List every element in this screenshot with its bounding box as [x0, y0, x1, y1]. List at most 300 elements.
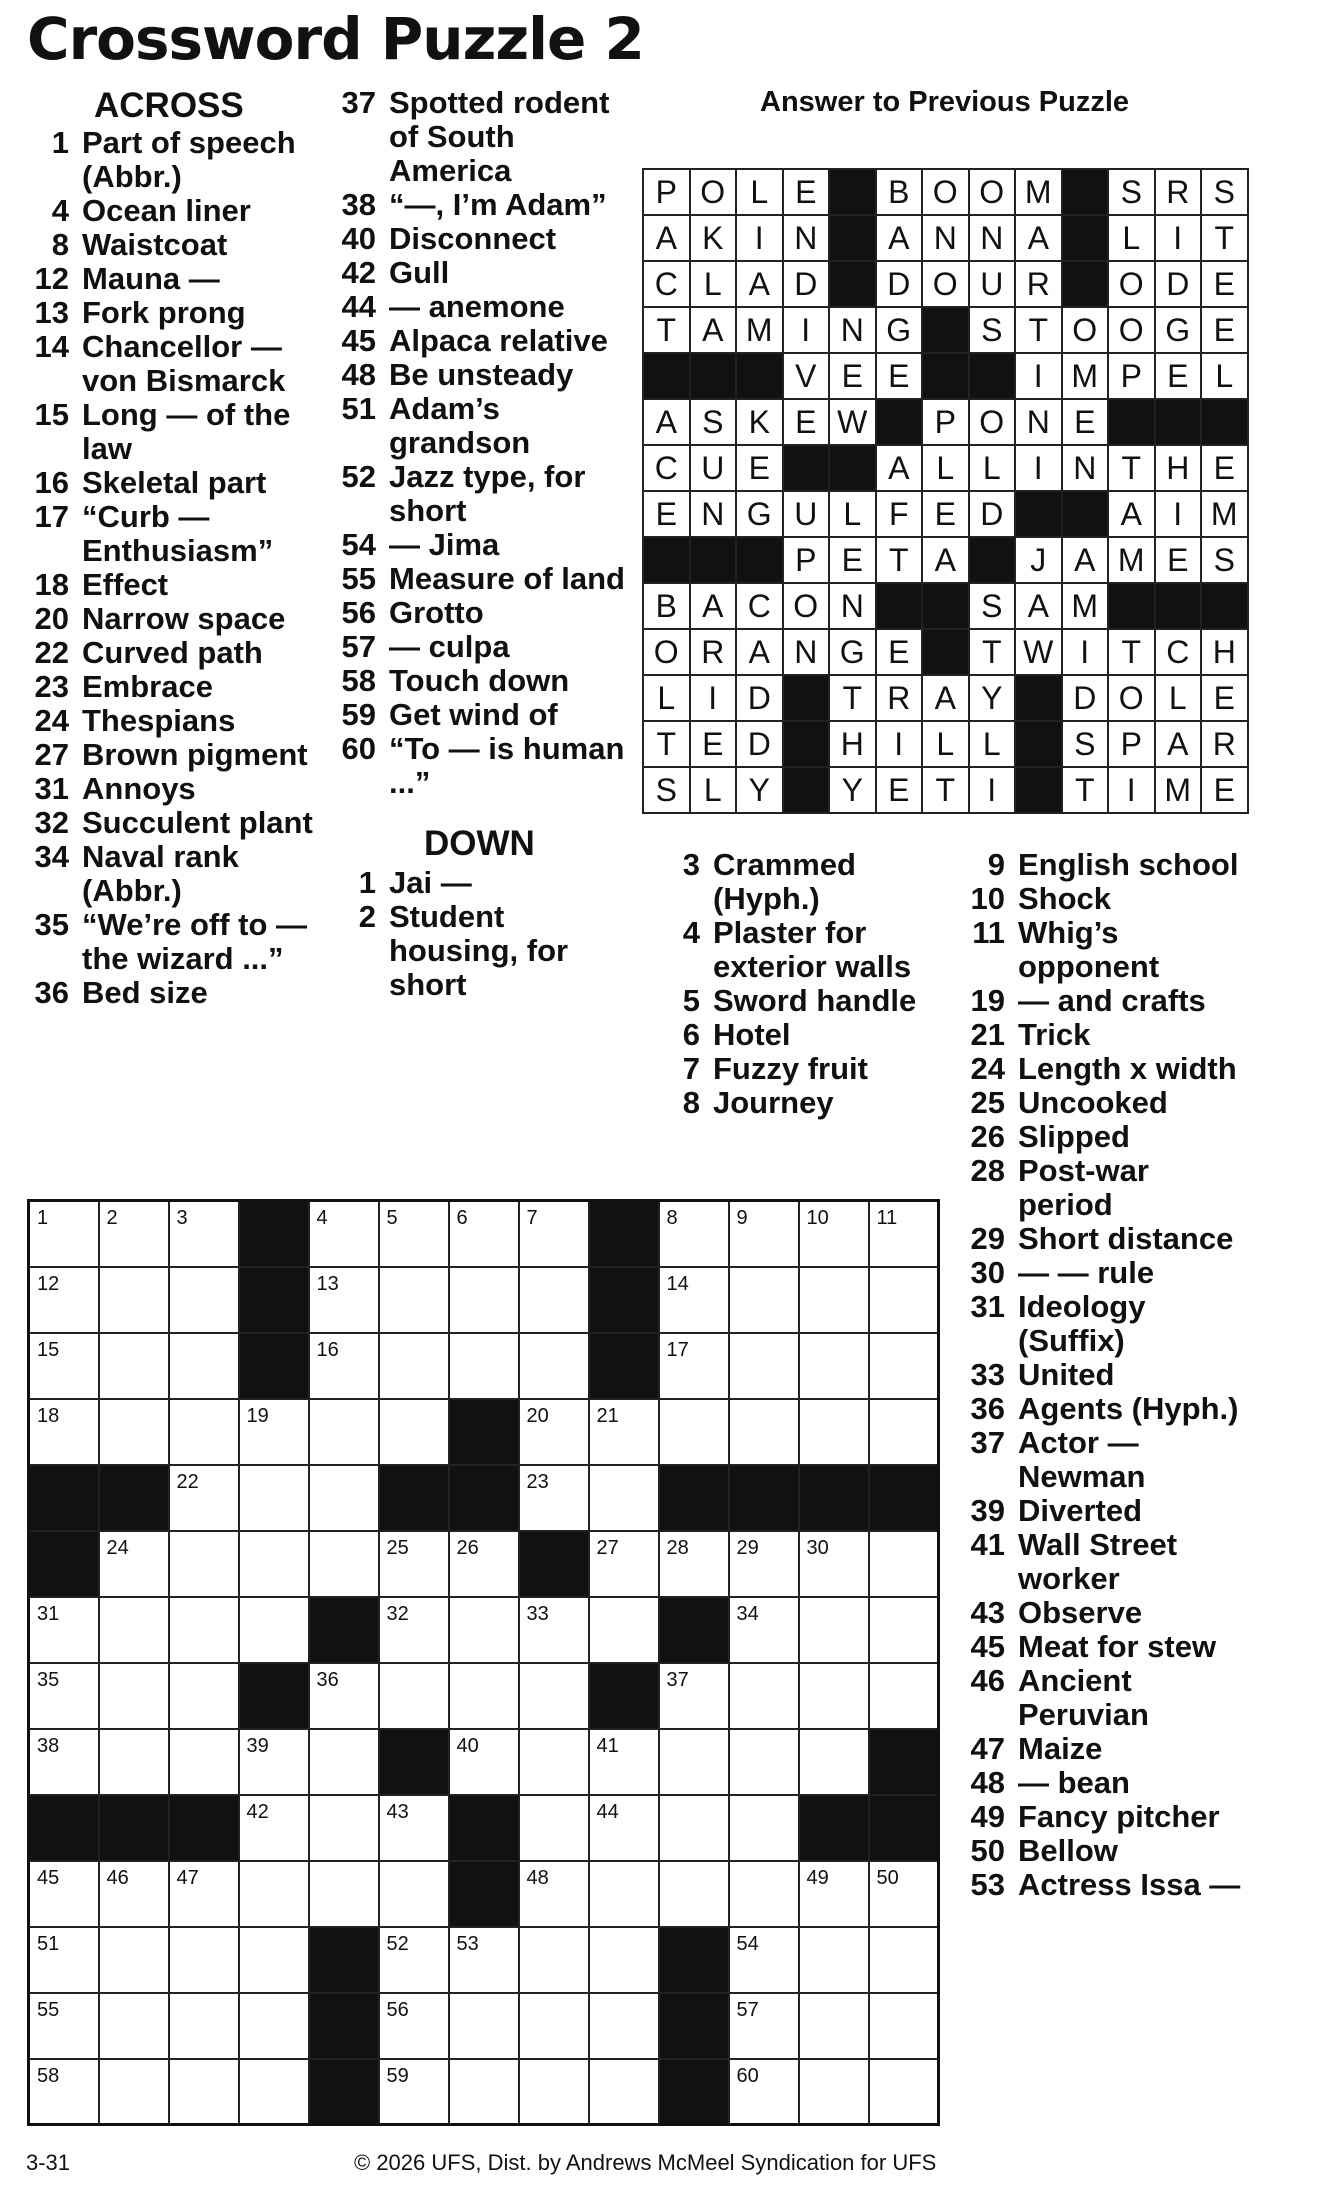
- clue-item: [337, 392, 627, 460]
- grid-cell[interactable]: [239, 1927, 309, 1993]
- answer-letter: N: [922, 215, 969, 261]
- grid-cell[interactable]: [449, 1663, 519, 1729]
- clue-item: [966, 882, 1246, 916]
- grid-cell[interactable]: [29, 1663, 99, 1729]
- grid-cell[interactable]: [449, 1927, 519, 1993]
- grid-cell[interactable]: [169, 2059, 239, 2125]
- grid-cell[interactable]: [519, 1993, 589, 2059]
- clue-number: 28: [970, 1153, 1005, 1188]
- clue-number: 31: [34, 771, 69, 806]
- grid-cell[interactable]: [29, 1399, 99, 1465]
- answer-letter: S: [643, 767, 690, 813]
- clue-number: 42: [341, 255, 376, 290]
- grid-cell[interactable]: [659, 1267, 729, 1333]
- cell-number: 19: [246, 1404, 269, 1427]
- grid-cell[interactable]: [799, 2059, 869, 2125]
- answer-letter: E: [690, 721, 737, 767]
- grid-cell[interactable]: [519, 2059, 589, 2125]
- grid-cell[interactable]: [589, 1993, 659, 2059]
- grid-cell[interactable]: [799, 1531, 869, 1597]
- cell-number: 59: [386, 2064, 409, 2087]
- answer-letter: L: [1155, 675, 1202, 721]
- cell-number: 55: [37, 1998, 60, 2021]
- answer-letter: T: [829, 675, 876, 721]
- clue-item: [966, 1732, 1246, 1766]
- cell-number: 7: [526, 1207, 538, 1229]
- answer-row: [643, 353, 1248, 399]
- clue-item: [337, 460, 627, 528]
- grid-cell[interactable]: [29, 1267, 99, 1333]
- cell-number: 11: [876, 1207, 898, 1229]
- clue-item: [966, 1426, 1246, 1494]
- grid-cell[interactable]: [169, 1201, 239, 1267]
- clue-number: 5: [682, 983, 700, 1018]
- answer-letter: S: [1201, 537, 1248, 583]
- clue-item: [30, 330, 320, 398]
- grid-cell[interactable]: [799, 1399, 869, 1465]
- grid-cell[interactable]: [869, 1597, 939, 1663]
- grid-cell[interactable]: [169, 1927, 239, 1993]
- previous-answer-title: Answer to Previous Puzzle: [760, 86, 1130, 118]
- grid-cell[interactable]: [729, 1333, 799, 1399]
- grid-cell[interactable]: [99, 1927, 169, 1993]
- answer-letter: P: [1108, 353, 1155, 399]
- grid-cell[interactable]: [449, 1531, 519, 1597]
- clue-text: Spotted rodent of South America: [389, 85, 610, 188]
- answer-letter: N: [783, 215, 830, 261]
- grid-cell[interactable]: [29, 1597, 99, 1663]
- clue-number: 18: [34, 567, 69, 602]
- answer-letter: S: [969, 583, 1016, 629]
- cell-number: 1: [37, 1207, 49, 1229]
- across-clues-col2: [337, 86, 627, 1002]
- grid-cell[interactable]: [449, 1597, 519, 1663]
- grid-cell[interactable]: [169, 1861, 239, 1927]
- grid-cell[interactable]: [29, 1729, 99, 1795]
- clue-item: [966, 1392, 1246, 1426]
- clue-text: Fancy pitcher: [1018, 1799, 1220, 1834]
- answer-black-square: [690, 537, 737, 583]
- clue-number: 4: [682, 915, 700, 950]
- answer-letter: C: [643, 445, 690, 491]
- answer-letter: I: [1108, 767, 1155, 813]
- answer-letter: O: [922, 169, 969, 215]
- grid-cell[interactable]: [239, 1399, 309, 1465]
- grid-cell[interactable]: [449, 1333, 519, 1399]
- grid-cell[interactable]: [379, 1597, 449, 1663]
- grid-cell[interactable]: [869, 1861, 939, 1927]
- grid-cell[interactable]: [239, 1531, 309, 1597]
- answer-black-square: [1108, 399, 1155, 445]
- answer-row: [643, 583, 1248, 629]
- grid-cell[interactable]: [729, 1795, 799, 1861]
- grid-row: [29, 1663, 939, 1729]
- grid-cell[interactable]: [99, 1201, 169, 1267]
- grid-row: [29, 1267, 939, 1333]
- grid-cell[interactable]: [729, 2059, 799, 2125]
- answer-letter: E: [1201, 445, 1248, 491]
- grid-cell[interactable]: [99, 2059, 169, 2125]
- cell-number: 34: [736, 1602, 759, 1625]
- grid-cell[interactable]: [869, 1663, 939, 1729]
- answer-black-square: [1201, 399, 1248, 445]
- black-square: [799, 1795, 869, 1861]
- grid-cell[interactable]: [29, 1201, 99, 1267]
- black-square: [799, 1465, 869, 1531]
- grid-cell[interactable]: [449, 1993, 519, 2059]
- grid-cell[interactable]: [239, 1465, 309, 1531]
- grid-cell[interactable]: [99, 1399, 169, 1465]
- answer-letter: E: [876, 767, 923, 813]
- cell-number: 28: [666, 1536, 689, 1559]
- cell-number: 15: [37, 1338, 60, 1361]
- answer-letter: K: [736, 399, 783, 445]
- answer-letter: E: [1201, 261, 1248, 307]
- grid-cell[interactable]: [659, 1333, 729, 1399]
- grid-cell[interactable]: [589, 1861, 659, 1927]
- answer-letter: A: [922, 537, 969, 583]
- clue-item: [337, 732, 627, 800]
- black-square: [729, 1465, 799, 1531]
- answer-letter: E: [1155, 353, 1202, 399]
- clue-number: 36: [34, 975, 69, 1010]
- grid-cell[interactable]: [309, 1663, 379, 1729]
- clue-number: 21: [970, 1017, 1005, 1052]
- grid-cell[interactable]: [239, 1861, 309, 1927]
- answer-letter: M: [1062, 583, 1109, 629]
- answer-row: [643, 537, 1248, 583]
- cell-number: 2: [106, 1207, 118, 1229]
- grid-cell[interactable]: [309, 1333, 379, 1399]
- grid-cell[interactable]: [729, 1201, 799, 1267]
- grid-cell[interactable]: [519, 1465, 589, 1531]
- answer-letter: S: [1062, 721, 1109, 767]
- grid-cell[interactable]: [869, 1531, 939, 1597]
- grid-cell[interactable]: [659, 1663, 729, 1729]
- grid-cell[interactable]: [309, 1399, 379, 1465]
- clue-item: [30, 262, 320, 296]
- clue-number: 9: [987, 847, 1005, 882]
- cell-number: 5: [386, 1207, 398, 1229]
- grid-cell[interactable]: [799, 1333, 869, 1399]
- grid-cell[interactable]: [799, 1663, 869, 1729]
- clue-text: Mauna —: [82, 261, 220, 296]
- black-square: [659, 1597, 729, 1663]
- answer-black-square: [922, 353, 969, 399]
- grid-cell[interactable]: [869, 2059, 939, 2125]
- answer-letter: A: [690, 307, 737, 353]
- answer-letter: I: [1155, 215, 1202, 261]
- grid-cell[interactable]: [659, 1531, 729, 1597]
- grid-cell[interactable]: [169, 1333, 239, 1399]
- cell-number: 16: [316, 1338, 339, 1361]
- answer-letter: O: [969, 399, 1016, 445]
- clue-item: [30, 568, 320, 602]
- answer-letter: A: [876, 215, 923, 261]
- grid-cell[interactable]: [869, 1267, 939, 1333]
- grid-cell[interactable]: [379, 1993, 449, 2059]
- grid-cell[interactable]: [799, 1729, 869, 1795]
- grid-cell[interactable]: [589, 1399, 659, 1465]
- grid-cell[interactable]: [169, 1597, 239, 1663]
- grid-cell[interactable]: [239, 2059, 309, 2125]
- grid-cell[interactable]: [309, 1201, 379, 1267]
- black-square: [869, 1729, 939, 1795]
- page-title: Crossword Puzzle 2: [27, 5, 644, 73]
- grid-cell[interactable]: [379, 1267, 449, 1333]
- grid-cell[interactable]: [519, 1333, 589, 1399]
- grid-cell[interactable]: [29, 1993, 99, 2059]
- grid-cell[interactable]: [799, 1201, 869, 1267]
- grid-cell[interactable]: [449, 1729, 519, 1795]
- answer-letter: A: [1062, 537, 1109, 583]
- clue-text: Observe: [1018, 1595, 1143, 1630]
- answer-black-square: [829, 445, 876, 491]
- clue-text: Thespians: [82, 703, 236, 738]
- grid-cell[interactable]: [169, 1993, 239, 2059]
- clue-number: 45: [970, 1629, 1005, 1664]
- clue-number: 43: [970, 1595, 1005, 1630]
- black-square: [309, 2059, 379, 2125]
- grid-cell[interactable]: [729, 1267, 799, 1333]
- grid-cell[interactable]: [589, 2059, 659, 2125]
- grid-cell[interactable]: [729, 1861, 799, 1927]
- grid-cell[interactable]: [589, 1927, 659, 1993]
- grid-row: [29, 1201, 939, 1267]
- grid-cell[interactable]: [449, 1201, 519, 1267]
- grid-cell[interactable]: [519, 1267, 589, 1333]
- clue-number: 2: [358, 899, 376, 934]
- grid-cell[interactable]: [519, 1861, 589, 1927]
- cell-number: 49: [806, 1866, 829, 1889]
- answer-letter: U: [783, 491, 830, 537]
- grid-cell[interactable]: [519, 1597, 589, 1663]
- answer-letter: I: [876, 721, 923, 767]
- black-square: [449, 1399, 519, 1465]
- clue-text: — and crafts: [1018, 983, 1206, 1018]
- black-square: [29, 1465, 99, 1531]
- down-clue-list: [966, 1086, 1246, 1902]
- cell-number: 48: [526, 1866, 549, 1889]
- answer-black-square: [922, 583, 969, 629]
- black-square: [239, 1201, 309, 1267]
- grid-cell[interactable]: [239, 1993, 309, 2059]
- answer-letter: O: [1108, 675, 1155, 721]
- clue-number: 31: [970, 1289, 1005, 1324]
- grid-cell[interactable]: [309, 1531, 379, 1597]
- grid-cell[interactable]: [99, 1663, 169, 1729]
- cell-number: 51: [37, 1932, 60, 1955]
- grid-cell[interactable]: [799, 1597, 869, 1663]
- black-square: [449, 1861, 519, 1927]
- clue-item: [30, 976, 320, 1010]
- grid-cell[interactable]: [239, 1795, 309, 1861]
- grid-cell[interactable]: [169, 1267, 239, 1333]
- grid-cell[interactable]: [99, 1729, 169, 1795]
- grid-cell[interactable]: [449, 2059, 519, 2125]
- grid-cell[interactable]: [519, 1795, 589, 1861]
- grid-cell[interactable]: [729, 1531, 799, 1597]
- clue-text: Post-war period: [1018, 1153, 1149, 1222]
- grid-cell[interactable]: [869, 1333, 939, 1399]
- grid-cell[interactable]: [799, 1927, 869, 1993]
- grid-cell[interactable]: [729, 1663, 799, 1729]
- grid-cell[interactable]: [659, 1795, 729, 1861]
- cell-number: 13: [316, 1272, 339, 1295]
- grid-cell[interactable]: [309, 1795, 379, 1861]
- clue-text: Agents (Hyph.): [1018, 1391, 1239, 1426]
- grid-cell[interactable]: [589, 1465, 659, 1531]
- grid-cell[interactable]: [589, 1531, 659, 1597]
- grid-cell[interactable]: [519, 1729, 589, 1795]
- answer-black-square: [783, 767, 830, 813]
- grid-cell[interactable]: [169, 1465, 239, 1531]
- grid-cell[interactable]: [309, 1465, 379, 1531]
- grid-cell[interactable]: [799, 1267, 869, 1333]
- clue-number: 8: [682, 1085, 700, 1120]
- clue-number: 15: [34, 397, 69, 432]
- grid-cell[interactable]: [99, 1531, 169, 1597]
- answer-letter: I: [736, 215, 783, 261]
- answer-letter: H: [1201, 629, 1248, 675]
- cell-number: 23: [526, 1470, 549, 1493]
- clue-text: Actor — Newman: [1018, 1425, 1146, 1494]
- grid-cell[interactable]: [659, 1201, 729, 1267]
- grid-cell[interactable]: [589, 1597, 659, 1663]
- grid-cell[interactable]: [239, 1729, 309, 1795]
- grid-cell[interactable]: [869, 1927, 939, 1993]
- grid-cell[interactable]: [729, 1927, 799, 1993]
- answer-letter: N: [1015, 399, 1062, 445]
- answer-letter: P: [922, 399, 969, 445]
- grid-cell[interactable]: [309, 1861, 379, 1927]
- grid-cell[interactable]: [379, 1333, 449, 1399]
- grid-cell[interactable]: [29, 2059, 99, 2125]
- answer-letter: G: [876, 307, 923, 353]
- grid-cell[interactable]: [99, 1267, 169, 1333]
- black-square: [379, 1729, 449, 1795]
- clue-item: [966, 1766, 1246, 1800]
- answer-letter: U: [969, 261, 1016, 307]
- grid-cell[interactable]: [729, 1993, 799, 2059]
- cell-number: 35: [37, 1668, 60, 1691]
- clue-text: Shock: [1018, 881, 1112, 916]
- grid-cell[interactable]: [869, 1993, 939, 2059]
- crossword-grid: [27, 1199, 940, 2126]
- grid-cell[interactable]: [99, 1333, 169, 1399]
- grid-cell[interactable]: [99, 1597, 169, 1663]
- grid-cell[interactable]: [519, 1201, 589, 1267]
- clue-number: 38: [341, 187, 376, 222]
- grid-cell[interactable]: [519, 1399, 589, 1465]
- grid-cell[interactable]: [729, 1399, 799, 1465]
- clue-item: [30, 466, 320, 500]
- clue-item: [30, 398, 320, 466]
- grid-cell[interactable]: [869, 1399, 939, 1465]
- grid-cell[interactable]: [29, 1333, 99, 1399]
- grid-cell[interactable]: [799, 1993, 869, 2059]
- clue-number: 47: [970, 1731, 1005, 1766]
- answer-letter: E: [1201, 307, 1248, 353]
- grid-cell[interactable]: [589, 1795, 659, 1861]
- grid-cell[interactable]: [379, 1927, 449, 1993]
- clue-item: [661, 1018, 961, 1052]
- cell-number: 38: [37, 1734, 60, 1757]
- answer-letter: C: [736, 583, 783, 629]
- grid-cell[interactable]: [99, 1861, 169, 1927]
- down-clues-col4: [966, 848, 1246, 1902]
- grid-cell[interactable]: [659, 1729, 729, 1795]
- grid-cell[interactable]: [379, 1531, 449, 1597]
- grid-cell[interactable]: [449, 1267, 519, 1333]
- answer-letter: G: [736, 491, 783, 537]
- clue-item: [966, 1120, 1246, 1154]
- answer-black-square: [1015, 675, 1062, 721]
- across-clue-list: [337, 86, 627, 800]
- grid-cell[interactable]: [799, 1861, 869, 1927]
- grid-cell[interactable]: [379, 1399, 449, 1465]
- grid-cell[interactable]: [29, 1927, 99, 1993]
- grid-cell[interactable]: [589, 1729, 659, 1795]
- grid-cell[interactable]: [239, 1597, 309, 1663]
- clue-item: [337, 630, 627, 664]
- answer-letter: T: [922, 767, 969, 813]
- grid-cell[interactable]: [379, 1663, 449, 1729]
- grid-cell[interactable]: [99, 1993, 169, 2059]
- grid-cell[interactable]: [379, 1861, 449, 1927]
- answer-letter: N: [783, 629, 830, 675]
- clue-text: “—, I’m Adam”: [389, 187, 607, 222]
- grid-cell[interactable]: [659, 1399, 729, 1465]
- clue-item: [337, 358, 627, 392]
- clue-number: 11: [972, 915, 1005, 950]
- grid-cell[interactable]: [519, 1927, 589, 1993]
- grid-cell[interactable]: [729, 1597, 799, 1663]
- clue-text: — anemone: [389, 289, 565, 324]
- grid-cell[interactable]: [169, 1663, 239, 1729]
- grid-cell[interactable]: [169, 1399, 239, 1465]
- grid-cell[interactable]: [309, 1267, 379, 1333]
- grid-cell[interactable]: [519, 1663, 589, 1729]
- clue-number: 49: [970, 1799, 1005, 1834]
- answer-black-square: [922, 307, 969, 353]
- answer-letter: A: [690, 583, 737, 629]
- answer-row: [643, 767, 1248, 813]
- grid-row: [29, 1333, 939, 1399]
- grid-cell[interactable]: [169, 1531, 239, 1597]
- grid-row: [29, 1597, 939, 1663]
- clue-number: 13: [34, 295, 69, 330]
- grid-cell[interactable]: [169, 1729, 239, 1795]
- grid-cell[interactable]: [379, 1201, 449, 1267]
- clue-number: 56: [341, 595, 376, 630]
- answer-letter: G: [1155, 307, 1202, 353]
- grid-cell[interactable]: [379, 1795, 449, 1861]
- grid-cell[interactable]: [379, 2059, 449, 2125]
- cell-number: 33: [526, 1602, 549, 1625]
- clue-item: [966, 1596, 1246, 1630]
- clue-text: Ocean liner: [82, 193, 251, 228]
- grid-cell[interactable]: [869, 1201, 939, 1267]
- previous-answer-grid: [642, 168, 1249, 814]
- grid-cell[interactable]: [309, 1729, 379, 1795]
- grid-cell[interactable]: [29, 1861, 99, 1927]
- clue-item: [30, 738, 320, 772]
- grid-cell[interactable]: [659, 1861, 729, 1927]
- clue-number: 32: [34, 805, 69, 840]
- answer-black-square: [876, 399, 923, 445]
- grid-cell[interactable]: [729, 1729, 799, 1795]
